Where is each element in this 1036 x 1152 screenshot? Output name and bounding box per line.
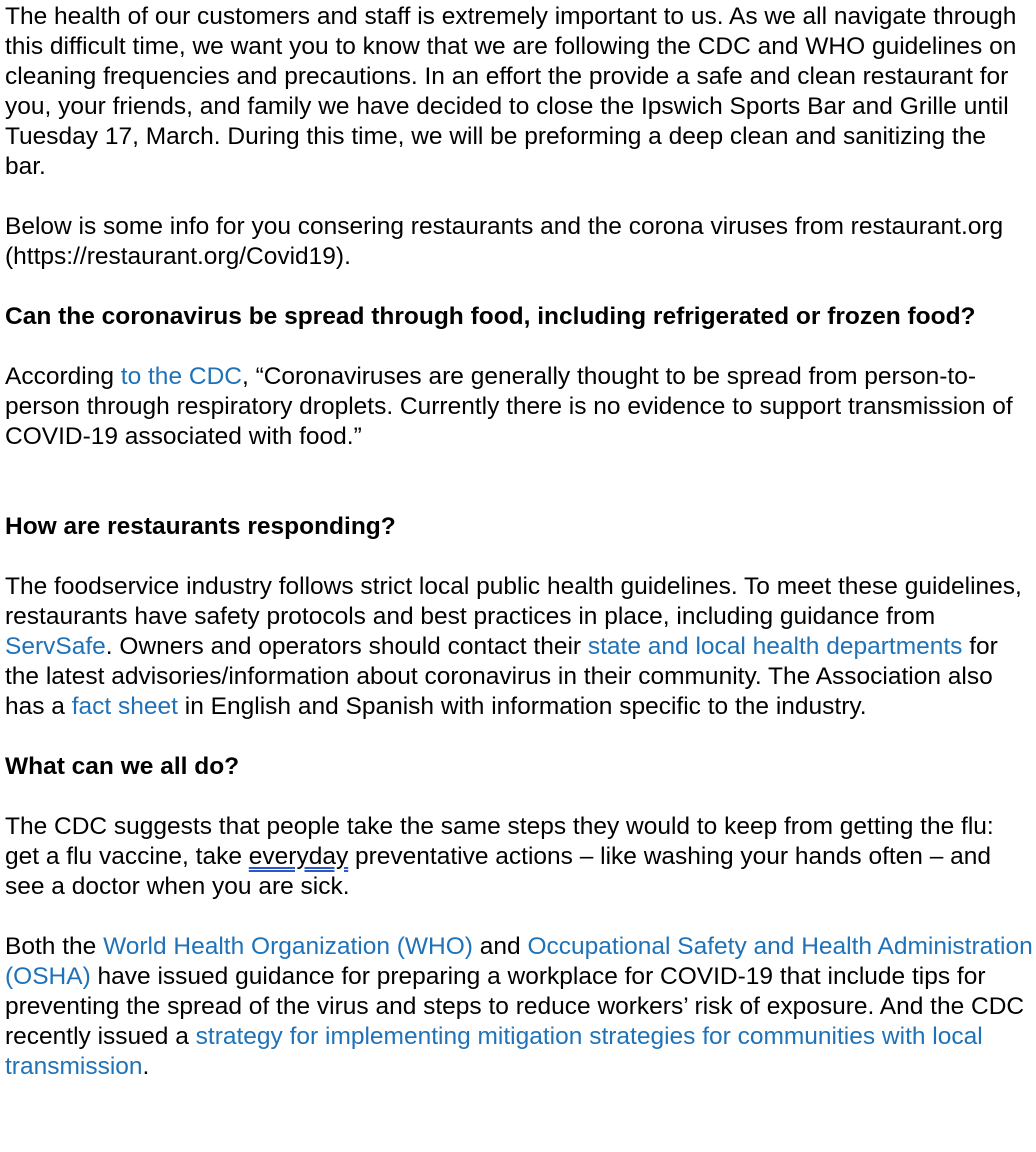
mitigation-strategy-link[interactable]: strategy for implementing mitigation strategies for communities with local transmission [5,1023,983,1080]
health-departments-link[interactable]: state and local health departments [587,633,963,660]
fact-sheet-link[interactable]: fact sheet [71,693,178,720]
info-paragraph: Below is some info for you consering restaurants and the corona viruses from restaurant.org (https://restaurant.org/Covid19). [5,213,1004,270]
servsafe-link[interactable]: ServSafe [5,633,106,660]
question-food-heading: Can the coronavirus be spread through food, including refrigerated or frozen food? [5,303,976,330]
cdc-suggests-text-2: preventative actions – like washing your hands often – and see a doctor when you are sick. [5,843,992,900]
cdc-answer-prefix: According [5,363,121,390]
who-link[interactable]: World Health Organization (WHO) [103,933,473,960]
guidance-text-1: Both the [5,933,104,960]
guidance-text-3: have issued guidance for preparing a workplace for COVID-19 that include tips for preventing the spread of the virus and steps to reduce workers’ risk of exposure. And the CDC recently issued a [5,963,1025,1050]
cdc-answer-paragraph [5,362,1033,452]
question-restaurants-heading: How are restaurants responding? [5,513,396,540]
restaurants-text-3: for the latest advisories/information about coronavirus in their community. The Association also has a [5,633,998,720]
grammar-flagged-word[interactable]: everyday [248,843,349,870]
restaurants-answer-paragraph [5,572,1033,722]
guidance-text-2: and [472,933,528,960]
restaurants-text-2: . Owners and operators should contact their [105,633,588,660]
restaurants-text-4: in English and Spanish with information specific to the industry. [177,693,867,720]
intro-paragraph: The health of our customers and staff is extremely important to us. As we all navigate through this difficult time, we want you to know that we are following the CDC and WHO guidelines on cleaning frequencies and precautions. In an effort the provide a safe and clean restaurant for you, your friends, and family we have decided to close the Ipswich Sports Bar and Grille until Tuesday 17, March. During this time, we will be preforming a deep clean and sanitizing the bar. [5,3,1017,180]
restaurants-text-1: The foodservice industry follows strict local public health guidelines. To meet these guidelines, restaurants have safety protocols and best practices in place, including guidance from [5,573,1022,630]
guidance-text-4: . [142,1053,150,1080]
cdc-link[interactable]: to the CDC [120,363,242,390]
guidance-paragraph [5,932,1033,1082]
question-what-can-we-do-heading: What can we all do? [5,753,240,780]
cdc-answer-text: , “Coronaviruses are generally thought to be spread from person-to-person through respiratory droplets. Currently there is no evidence to support transmission of COVID-19 associated with food.” [5,363,1013,450]
cdc-suggests-paragraph [5,812,1033,902]
osha-link[interactable]: Occupational Safety and Health Administration (OSHA) [5,933,1033,990]
cdc-suggests-text-1: The CDC suggests that people take the same steps they would to keep from getting the flu: get a flu vaccine, take [5,813,994,870]
